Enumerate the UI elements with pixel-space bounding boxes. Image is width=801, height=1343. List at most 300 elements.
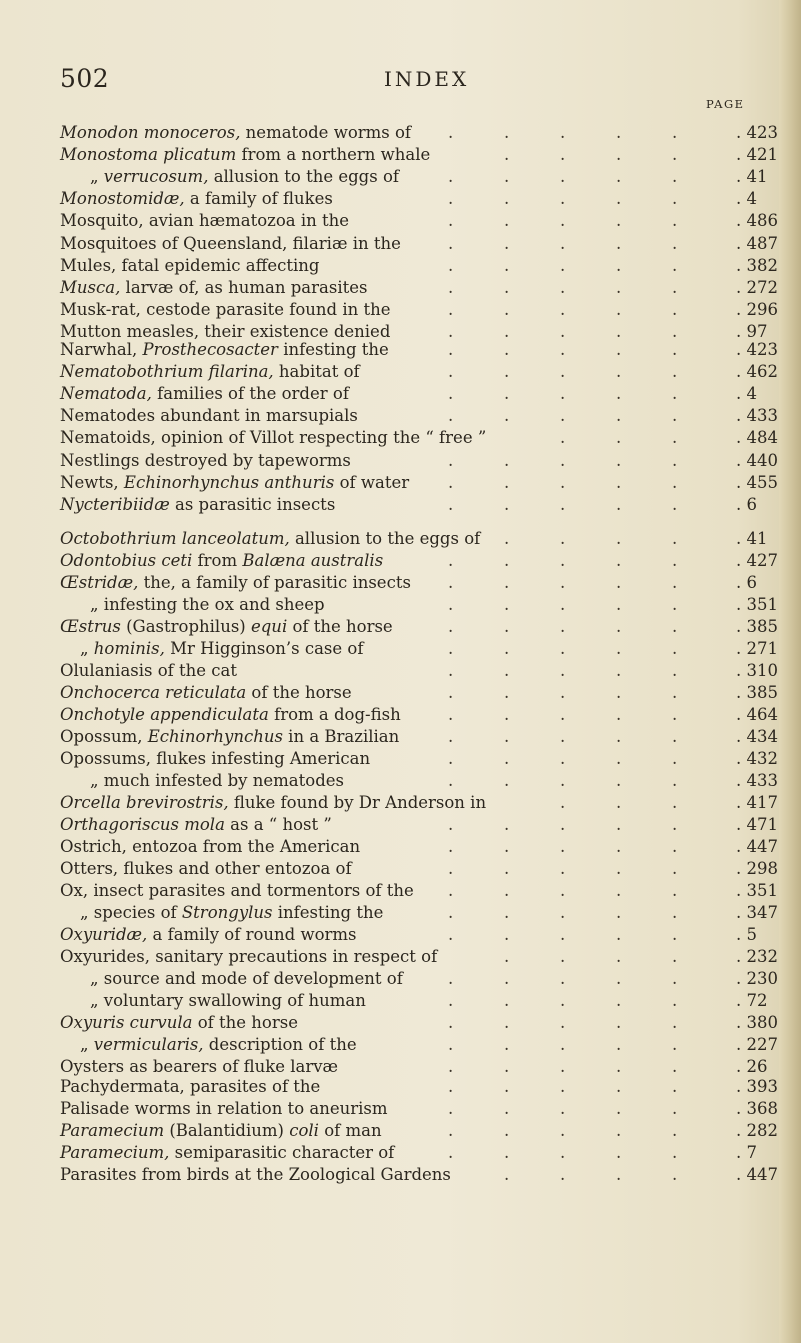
entry-text <box>60 814 332 836</box>
index-entry <box>0 858 801 880</box>
leader-dot: . <box>504 1143 510 1162</box>
entry-page-ref: . 462 <box>736 362 778 382</box>
leader-dot: . <box>616 1143 622 1162</box>
entry-term-italic: hominis, <box>93 639 165 658</box>
leader-dot: . <box>616 406 622 426</box>
entry-text <box>60 361 360 383</box>
leader-dot: . <box>448 881 454 900</box>
leader-dot: . <box>616 123 622 142</box>
index-entry <box>0 1142 801 1164</box>
index-entry <box>0 450 801 472</box>
leader-dot: . <box>672 1099 678 1118</box>
entry-page-ref: . 385 <box>736 617 778 636</box>
leader-dot: . <box>616 340 622 359</box>
entry-term: Oxyurides, sanitary precautions in respect of <box>60 947 438 966</box>
entry-page-ref: . 4 <box>736 384 757 404</box>
leader-dot: . <box>616 815 622 834</box>
leader-dot: . <box>504 969 510 988</box>
index-entry <box>0 572 801 594</box>
entry-page-ref: . 41 <box>736 529 768 548</box>
index-entry <box>0 616 801 638</box>
leader-dot: . <box>616 661 622 680</box>
entry-term: „ species of <box>80 903 182 922</box>
entry-text <box>60 144 430 166</box>
index-entry <box>0 528 801 550</box>
entry-term-italic: Strongylus <box>181 903 273 922</box>
leader-dot: . <box>504 1121 510 1140</box>
leader-dot: . <box>560 1165 566 1184</box>
leader-dot: . <box>504 529 510 548</box>
leader-dot: . <box>672 1143 678 1162</box>
leader-dot: . <box>504 494 510 514</box>
index-entry <box>0 1034 801 1056</box>
leader-dot: . <box>560 881 566 900</box>
leader-dot: . <box>672 1035 678 1054</box>
entry-page-ref: . 351 <box>736 881 778 900</box>
entry-page-ref: . 26 <box>736 1057 768 1076</box>
index-entry <box>0 836 801 858</box>
entry-term: Opossums, flukes infesting American <box>60 749 371 768</box>
entry-term-italic: Paramecium, <box>60 1143 170 1162</box>
leader-dot: . <box>448 1143 454 1162</box>
leader-dot: . <box>560 428 566 448</box>
leader-dot: . <box>672 661 678 680</box>
entry-term: Mules, fatal epidemic affecting <box>60 255 320 275</box>
index-entry <box>0 383 801 405</box>
entry-term-italic: Musca, <box>60 277 121 297</box>
leader-dot: . <box>672 494 678 514</box>
leader-dot: . <box>504 145 510 165</box>
entry-term: „ voluntary swallowing of human <box>90 991 366 1010</box>
leader-dot: . <box>672 1013 678 1032</box>
leader-dot: . <box>560 1077 566 1096</box>
entry-page-ref: . 232 <box>736 947 778 966</box>
leader-dot: . <box>560 639 566 658</box>
leader-dot: . <box>616 859 622 878</box>
leader-dot: . <box>616 727 622 746</box>
leader-dot: . <box>560 1121 566 1140</box>
entry-page-ref: . 7 <box>736 1143 757 1162</box>
entry-page-ref: . 464 <box>736 705 778 724</box>
leader-dot: . <box>672 428 678 448</box>
leader-dot: . <box>448 299 454 319</box>
index-entry <box>0 726 801 748</box>
leader-dot: . <box>672 450 678 470</box>
entry-page-ref: . 423 <box>736 123 778 142</box>
leader-dot: . <box>448 705 454 724</box>
leader-dot: . <box>504 991 510 1010</box>
leader-dot: . <box>560 189 566 209</box>
index-entry <box>0 339 801 361</box>
entry-page-ref: . 6 <box>736 573 757 592</box>
leader-dot: . <box>448 1121 454 1140</box>
leader-dot: . <box>672 793 678 812</box>
leader-dot: . <box>616 299 622 319</box>
index-entry <box>0 188 801 210</box>
leader-dot: . <box>504 947 510 966</box>
leader-dot: . <box>672 255 678 275</box>
leader-dot: . <box>672 837 678 856</box>
entry-text <box>60 682 352 704</box>
index-entry <box>0 1012 801 1034</box>
leader-dot: . <box>616 1035 622 1054</box>
entry-term-italic: Monostomidæ, <box>60 189 185 209</box>
entry-term-italic: Prosthecosacter <box>142 340 278 359</box>
leader-dot: . <box>560 255 566 275</box>
entry-term: Oysters as bearers of fluke larvæ <box>60 1057 339 1076</box>
entry-text <box>60 528 480 550</box>
entry-term-italic: Onchocerca reticulata <box>60 683 247 702</box>
entry-text <box>60 726 399 748</box>
leader-dot: . <box>504 1099 510 1118</box>
leader-dot: . <box>616 683 622 702</box>
leader-dot: . <box>616 969 622 988</box>
leader-dot: . <box>448 551 454 570</box>
entry-term: Nematodes abundant in marsupials <box>60 406 358 426</box>
entry-text <box>60 946 437 968</box>
entry-page-ref: . 6 <box>736 494 757 514</box>
leader-dot: . <box>672 1077 678 1096</box>
leader-dot: . <box>672 925 678 944</box>
leader-dot: . <box>616 881 622 900</box>
leader-dot: . <box>616 705 622 724</box>
entry-text <box>80 1034 357 1056</box>
entry-term: Nematoids, opinion of Villot respecting the “ free ” <box>60 428 487 448</box>
leader-dot: . <box>616 255 622 275</box>
entry-term: Ostrich, entozoa from the American <box>60 837 361 856</box>
leader-dot: . <box>504 639 510 658</box>
leader-dot: . <box>616 472 622 492</box>
leader-dot: . <box>504 925 510 944</box>
entry-text <box>60 616 393 638</box>
index-entry <box>0 792 801 814</box>
entry-term-italic: equi <box>250 617 288 636</box>
entry-text <box>80 638 363 660</box>
leader-dot: . <box>672 384 678 404</box>
entry-term-italic: vermicularis, <box>93 1035 204 1054</box>
leader-dot: . <box>616 595 622 614</box>
leader-dot: . <box>448 472 454 492</box>
leader-dot: . <box>504 837 510 856</box>
leader-dot: . <box>504 167 510 187</box>
entry-term-italic: Balæna australis <box>242 551 384 570</box>
leader-dot: . <box>448 277 454 297</box>
leader-dot: . <box>560 233 566 253</box>
index-entry <box>0 924 801 946</box>
leader-dot: . <box>560 551 566 570</box>
entry-text <box>60 1098 388 1120</box>
leader-dot: . <box>448 771 454 790</box>
entry-term-italic: Nematobothrium filarina, <box>60 362 274 382</box>
leader-dot: . <box>672 1165 678 1184</box>
leader-dot: . <box>448 1099 454 1118</box>
leader-dot: . <box>672 617 678 636</box>
leader-dot: . <box>560 145 566 165</box>
entry-page-ref: . 298 <box>736 859 778 878</box>
leader-dot: . <box>560 494 566 514</box>
entry-term-italic: Orthagoriscus mola <box>60 815 225 834</box>
entry-term: as parasitic insects <box>169 494 336 514</box>
leader-dot: . <box>448 255 454 275</box>
entry-text <box>60 1076 320 1098</box>
leader-dot: . <box>448 617 454 636</box>
leader-dot: . <box>672 145 678 165</box>
leader-dot: . <box>560 362 566 382</box>
leader-dot: . <box>672 551 678 570</box>
index-entry <box>0 1120 801 1142</box>
leader-dot: . <box>560 925 566 944</box>
leader-dot: . <box>560 683 566 702</box>
leader-dot: . <box>672 947 678 966</box>
leader-dot: . <box>672 406 678 426</box>
entry-text <box>60 450 351 472</box>
entry-page-ref: . 310 <box>736 661 778 680</box>
entry-page-ref: . 440 <box>736 450 778 470</box>
index-entry <box>0 494 801 516</box>
leader-dot: . <box>672 472 678 492</box>
index-entry <box>0 902 801 924</box>
entry-term: as a “ host ” <box>224 815 332 834</box>
entry-text <box>60 1142 394 1164</box>
index-entry <box>0 660 801 682</box>
leader-dot: . <box>448 815 454 834</box>
leader-dot: . <box>616 145 622 165</box>
entry-text <box>60 748 370 770</box>
entry-text <box>60 1164 451 1186</box>
running-head: INDEX <box>384 67 470 91</box>
leader-dot: . <box>616 428 622 448</box>
leader-dot: . <box>616 947 622 966</box>
entry-page-ref: . 296 <box>736 299 778 319</box>
entry-term-italic: Odontobius ceti <box>60 551 193 570</box>
entry-term: description of the <box>203 1035 357 1054</box>
leader-dot: . <box>504 903 510 922</box>
leader-dot: . <box>560 969 566 988</box>
leader-dot: . <box>504 859 510 878</box>
leader-dot: . <box>616 551 622 570</box>
entry-term: Pachydermata, parasites of the <box>60 1077 321 1096</box>
leader-dot: . <box>504 123 510 142</box>
entry-page-ref: . 433 <box>736 771 778 790</box>
entry-text <box>60 188 333 210</box>
index-entry <box>0 880 801 902</box>
leader-dot: . <box>672 969 678 988</box>
leader-dot: . <box>504 881 510 900</box>
leader-dot: . <box>448 573 454 592</box>
leader-dot: . <box>672 167 678 187</box>
leader-dot: . <box>616 450 622 470</box>
leader-dot: . <box>672 1121 678 1140</box>
leader-dot: . <box>448 362 454 382</box>
entry-term: „ much infested by nematodes <box>90 771 344 790</box>
entry-text <box>60 1056 338 1078</box>
entry-term-italic: Oxyuridæ, <box>60 925 148 944</box>
leader-dot: . <box>616 384 622 404</box>
leader-dot: . <box>448 925 454 944</box>
leader-dot: . <box>448 903 454 922</box>
entry-text <box>60 836 360 858</box>
entry-text <box>90 770 344 792</box>
leader-dot: . <box>616 1165 622 1184</box>
index-entry <box>0 1098 801 1120</box>
leader-dot: . <box>504 771 510 790</box>
leader-dot: . <box>560 472 566 492</box>
leader-dot: . <box>448 321 454 341</box>
entry-term: larvæ of, as human parasites <box>120 277 368 297</box>
entry-term: (Balantidium) <box>164 1121 290 1140</box>
leader-dot: . <box>448 406 454 426</box>
entry-page-ref: . 368 <box>736 1099 778 1118</box>
entry-page-ref: . 427 <box>736 551 778 570</box>
leader-dot: . <box>616 494 622 514</box>
entry-term: Narwhal, <box>60 340 143 359</box>
index-entry <box>0 405 801 427</box>
leader-dot: . <box>672 189 678 209</box>
leader-dot: . <box>504 1013 510 1032</box>
entry-term-italic: Œstridæ, <box>60 573 139 592</box>
leader-dot: . <box>504 406 510 426</box>
entry-term: of man <box>318 1121 382 1140</box>
entry-page-ref: . 347 <box>736 903 778 922</box>
leader-dot: . <box>504 1077 510 1096</box>
entry-term: allusion to the eggs of <box>289 529 481 548</box>
leader-dot: . <box>560 991 566 1010</box>
entry-term: Olulaniasis of the cat <box>60 661 238 680</box>
leader-dot: . <box>504 321 510 341</box>
leader-dot: . <box>560 384 566 404</box>
index-entry <box>0 990 801 1012</box>
index-entry <box>0 1056 801 1078</box>
entry-page-ref: . 380 <box>736 1013 778 1032</box>
entry-page-ref: . 447 <box>736 1165 778 1184</box>
leader-dot: . <box>672 749 678 768</box>
index-entry <box>0 682 801 704</box>
leader-dot: . <box>448 1013 454 1032</box>
leader-dot: . <box>560 661 566 680</box>
entry-page-ref: . 272 <box>736 277 778 297</box>
index-entry <box>0 144 801 166</box>
index-entry <box>0 704 801 726</box>
entry-page-ref: . 382 <box>736 255 778 275</box>
leader-dot: . <box>448 450 454 470</box>
entry-term-italic: coli <box>289 1121 319 1140</box>
entry-text <box>90 990 366 1012</box>
entry-term: infesting the <box>272 903 384 922</box>
leader-dot: . <box>560 1057 566 1076</box>
entry-term: Mosquito, avian hæmatozoa in the <box>60 211 350 231</box>
entry-term: Opossum, <box>60 727 148 746</box>
leader-dot: . <box>616 639 622 658</box>
leader-dot: . <box>448 340 454 359</box>
leader-dot: . <box>616 573 622 592</box>
entry-term: (Gastrophilus) <box>120 617 251 636</box>
entry-text <box>60 1012 298 1034</box>
entry-text <box>60 472 409 494</box>
entry-text <box>60 383 349 405</box>
entry-term: a family of round worms <box>147 925 357 944</box>
leader-dot: . <box>616 1013 622 1032</box>
entry-text <box>60 704 401 726</box>
leader-dot: . <box>560 705 566 724</box>
entry-page-ref: . 455 <box>736 472 778 492</box>
page-header <box>0 64 801 94</box>
leader-dot: . <box>448 595 454 614</box>
leader-dot: . <box>448 384 454 404</box>
entry-term: fluke found by Dr Anderson in <box>228 793 487 812</box>
leader-dot: . <box>448 991 454 1010</box>
entry-text <box>90 968 403 990</box>
entry-term: Mutton measles, their existence denied <box>60 321 391 341</box>
index-entry <box>0 968 801 990</box>
leader-dot: . <box>504 1057 510 1076</box>
entry-term: Newts, <box>60 472 124 492</box>
index-entry <box>0 122 801 144</box>
leader-dot: . <box>672 991 678 1010</box>
entry-text <box>60 299 391 321</box>
leader-dot: . <box>672 573 678 592</box>
entry-term: infesting the <box>277 340 389 359</box>
leader-dot: . <box>616 617 622 636</box>
index-entry <box>0 361 801 383</box>
entry-term-italic: Onchotyle appendiculata <box>60 705 269 724</box>
entry-term: of the horse <box>287 617 393 636</box>
leader-dot: . <box>560 123 566 142</box>
leader-dot: . <box>616 1077 622 1096</box>
leader-dot: . <box>672 211 678 231</box>
entry-page-ref: . 417 <box>736 793 778 812</box>
leader-dot: . <box>560 299 566 319</box>
leader-dot: . <box>448 727 454 746</box>
leader-dot: . <box>504 362 510 382</box>
leader-dot: . <box>560 1013 566 1032</box>
leader-dot: . <box>560 573 566 592</box>
leader-dot: . <box>504 450 510 470</box>
leader-dot: . <box>672 595 678 614</box>
leader-dot: . <box>616 277 622 297</box>
leader-dot: . <box>560 903 566 922</box>
entry-term: Parasites from birds at the Zoological Gardens <box>60 1165 451 1184</box>
entry-term: in a Brazilian <box>282 727 400 746</box>
leader-dot: . <box>560 1035 566 1054</box>
entry-page-ref: . 434 <box>736 727 778 746</box>
leader-dot: . <box>504 683 510 702</box>
leader-dot: . <box>560 815 566 834</box>
leader-dot: . <box>504 573 510 592</box>
leader-dot: . <box>672 299 678 319</box>
entry-term: „ source and mode of development of <box>90 969 403 988</box>
leader-dot: . <box>560 321 566 341</box>
leader-dot: . <box>672 815 678 834</box>
leader-dot: . <box>504 255 510 275</box>
entry-term: Musk-rat, cestode parasite found in the <box>60 299 391 319</box>
entry-text <box>60 339 389 361</box>
entry-text <box>60 277 367 299</box>
leader-dot: . <box>560 277 566 297</box>
leader-dot: . <box>616 189 622 209</box>
leader-dot: . <box>616 793 622 812</box>
leader-dot: . <box>504 595 510 614</box>
leader-dot: . <box>672 683 678 702</box>
entry-page-ref: . 421 <box>736 145 778 165</box>
entry-page-ref: . 4 <box>736 189 757 209</box>
index-entry <box>0 427 801 449</box>
leader-dot: . <box>616 925 622 944</box>
entry-term: allusion to the eggs of <box>208 167 399 187</box>
entry-term: of the horse <box>246 683 352 702</box>
leader-dot: . <box>616 529 622 548</box>
leader-dot: . <box>672 639 678 658</box>
entry-term-italic: Paramecium <box>60 1121 165 1140</box>
